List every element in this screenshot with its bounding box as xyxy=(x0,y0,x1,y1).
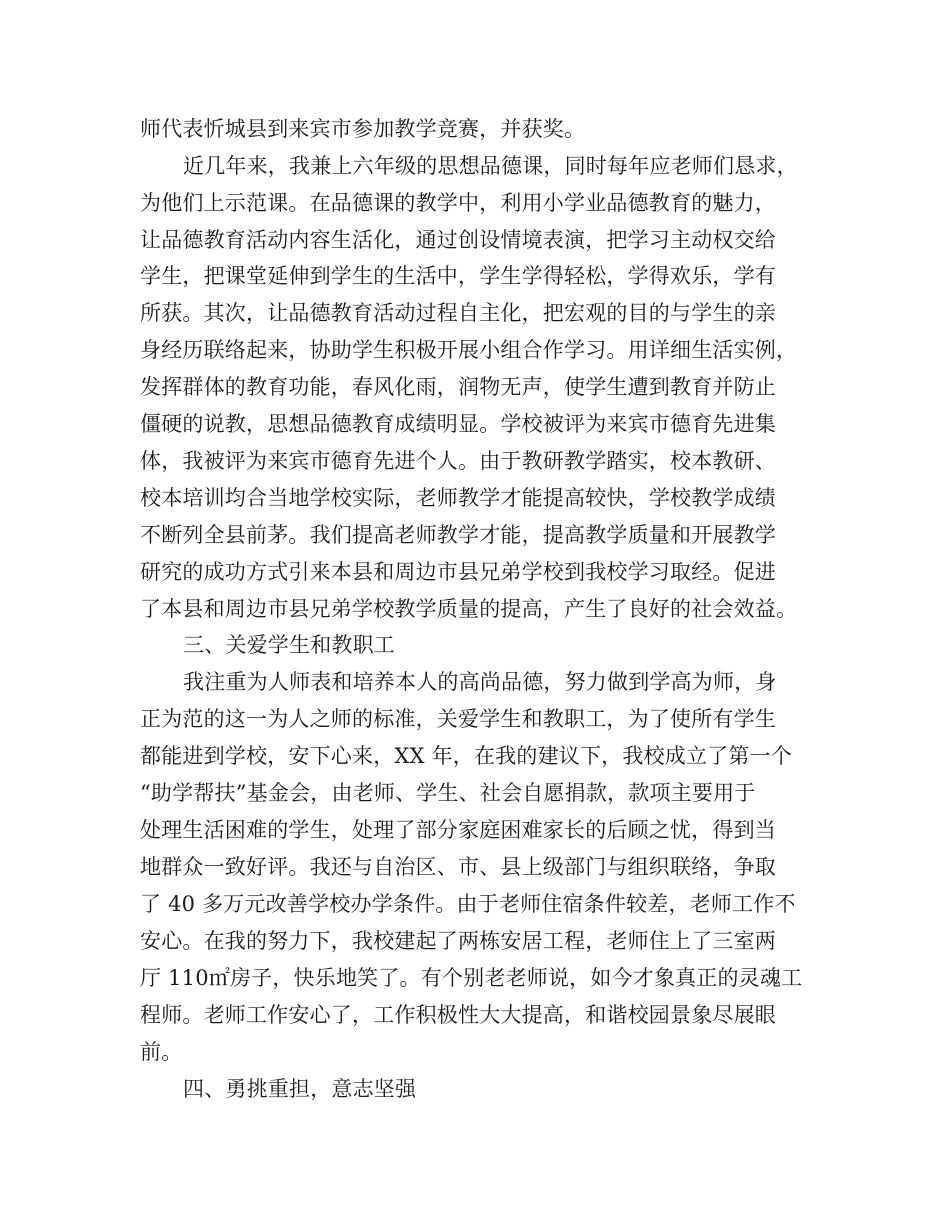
text-line: 我注重为人师表和培养本人的高尚品德，努力做到学高为师，身 xyxy=(183,670,777,694)
text-line: 正为范的这一为人之师的标准，关爱学生和教职工，为了使所有学生 xyxy=(140,707,776,731)
text-line: 地群众一致好评。我还与自治区、市、县上级部门与组织联络，争取 xyxy=(140,855,776,879)
text-line: 身经历联络起来，协助学生积极开展小组合作学习。用详细生活实例， xyxy=(140,338,798,362)
text-line: 都能进到学校，安下心来，XX 年，在我的建议下，我校成立了第一个 xyxy=(140,744,792,768)
text-line: 处理生活困难的学生，处理了部分家庭困难家长的后顾之忧，得到当 xyxy=(140,818,776,842)
text-line: 了 40 多万元改善学校办学条件。由于老师住宿条件较差，老师工作不 xyxy=(140,892,796,916)
text-line: 为他们上示范课。在品德课的教学中，利用小学业品德教育的魅力， xyxy=(140,191,776,215)
text-line: 师代表忻城县到来宾市参加教学竞赛，并获奖。 xyxy=(140,117,586,141)
text-line: 发挥群体的教育功能，春风化雨，润物无声，使学生遭到教育并防止 xyxy=(140,375,776,399)
text-line: 安心。在我的努力下，我校建起了两栋安居工程，老师住上了三室两 xyxy=(140,929,776,953)
text-line: 僵硬的说教，思想品德教育成绩明显。学校被评为来宾市德育先进集 xyxy=(140,412,776,436)
text-line: “助学帮扶”基金会，由老师、学生、社会自愿捐款，款项主要用于 xyxy=(140,781,756,805)
text-line: 校本培训均合当地学校实际，老师教学才能提高较快，学校教学成绩 xyxy=(140,486,776,510)
section-heading: 四、勇挑重担，意志坚强 xyxy=(183,1077,417,1101)
text-line: 所获。其次，让品德教育活动过程自主化，把宏观的目的与学生的亲 xyxy=(140,301,776,325)
text-line: 了本县和周边市县兄弟学校教学质量的提高，产生了良好的社会效益。 xyxy=(140,597,798,621)
text-line: 不断列全县前茅。我们提高老师教学才能，提高教学质量和开展教学 xyxy=(140,523,776,547)
text-line: 前。 xyxy=(140,1040,183,1064)
text-line: 体，我被评为来宾市德育先进个人。由于教研教学踏实，校本教研、 xyxy=(140,449,776,473)
text-line: 近几年来，我兼上六年级的思想品德课，同时每年应老师们恳求， xyxy=(183,154,798,178)
section-heading: 三、关爱学生和教职工 xyxy=(183,633,395,657)
text-line: 让品德教育活动内容生活化，通过创设情境表演，把学习主动权交给 xyxy=(140,228,776,252)
text-line: 厅 110㎡房子，快乐地笑了。有个别老老师说，如今才象真正的灵魂工 xyxy=(140,966,803,990)
text-line: 程师。老师工作安心了，工作积极性大大提高，和谐校园景象尽展眼 xyxy=(140,1003,776,1027)
text-line: 研究的成功方式引来本县和周边市县兄弟学校到我校学习取经。促进 xyxy=(140,560,776,584)
text-line: 学生，把课堂延伸到学生的生活中，学生学得轻松，学得欢乐，学有 xyxy=(140,264,776,288)
